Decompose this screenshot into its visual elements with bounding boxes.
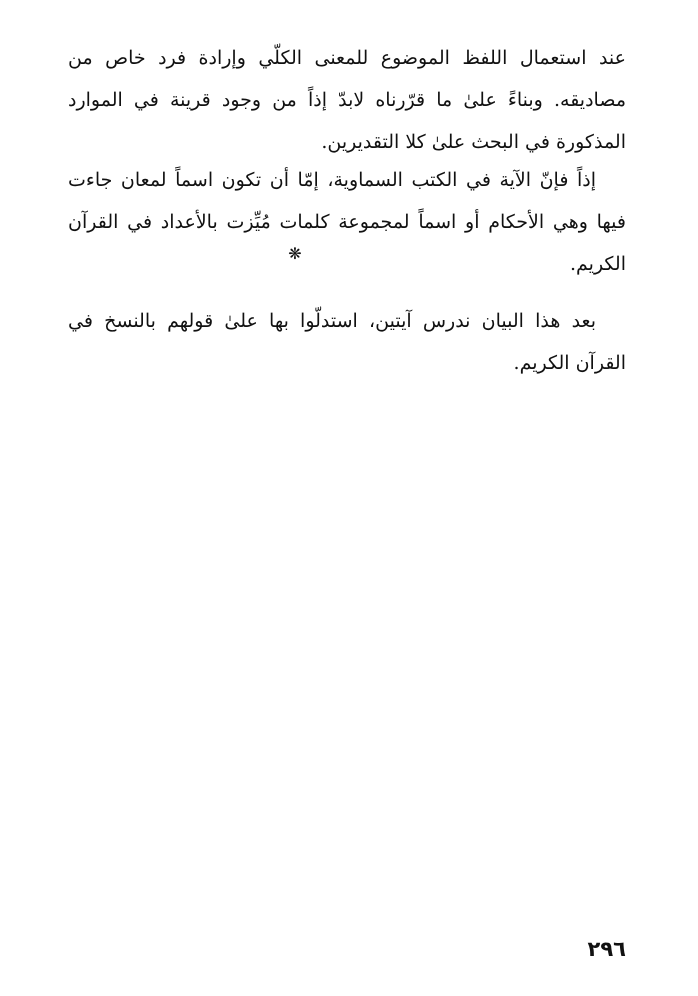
section-separator-icon: ❋	[288, 244, 302, 263]
paragraph-2: إذاً فإنّ الآية في الكتب السماوية، إمّا أن تكون اسماً لمعان جاءت فيها وهي الأحكام أو اسماً لمجموعة كلمات مُيِّزت بالأعداد في القرآن الكريم.	[68, 169, 626, 275]
paragraph-1: عند استعمال اللفظ الموضوع للمعنى الكلّي وإرادة فرد خاص من مصاديقه. وبناءً علىٰ ما قرّرناه لابدّ إذاً من وجود قرينة في الموارد المذكورة في البحث علىٰ كلا التقديرين.	[68, 47, 626, 153]
page-number: ٢٩٦	[587, 937, 626, 961]
paragraph-3: بعد هذا البيان ندرس آيتين، استدلّوا بها علىٰ قولهم بالنسخ في القرآن الكريم.	[68, 310, 626, 374]
